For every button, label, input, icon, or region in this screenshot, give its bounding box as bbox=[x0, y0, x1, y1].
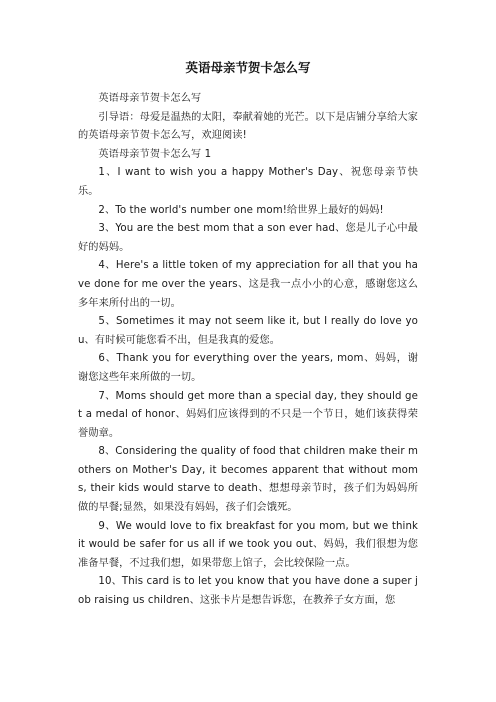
list-item-6: 6、Thank you for everything over the years, mom、妈妈，谢谢您这些年来所做的一切。 bbox=[78, 353, 418, 383]
list-item-1: 1、I want to wish you a happy Mother's Day、祝您母亲节快乐。 bbox=[78, 167, 418, 197]
list-item-7: 7、Moms should get more than a special day, they should get a medal of honor、妈妈们应该得到的不只是一个节日，她们该获得荣誉勋章。 bbox=[78, 390, 418, 439]
document-title: 英语母亲节贺卡怎么写 bbox=[185, 60, 311, 75]
list-item-5: 5、Sometimes it may not seem like it, but I really do love you、有时候可能您看不出，但是我真的爱您。 bbox=[78, 316, 418, 346]
list-item-3: 3、You are the best mom that a son ever had、您是儿子心中最好的妈妈。 bbox=[78, 223, 418, 253]
list-item-9: 9、We would love to fix breakfast for you mom, but we think it would be safer for us all if we took you out、妈妈，我们很想为您准备早餐，不过我们想，如果带您上馆子，会比较保险一点。 bbox=[78, 520, 418, 569]
list-item-10: 10、This card is to let you know that you have done a super job raising us children、这张卡片是想告诉您，在教养子女方面，您 bbox=[78, 576, 418, 607]
paragraph-intro: 引导语：母爱是温热的太阳，奉献着她的光芒。以下是店铺分享给大家的英语母亲节贺卡怎么写，欢迎阅读! bbox=[78, 111, 418, 142]
document-body bbox=[78, 90, 418, 611]
list-item-8: 8、Considering the quality of food that children make their mothers on Mother's Day, it becomes apparent that without moms, their kids would starve to death、想想母亲节时，孩子们为妈妈所做的早餐;显然，如果没有妈妈，孩子们会饿死。 bbox=[78, 446, 418, 514]
paragraph-subtitle: 英语母亲节贺卡怎么写 bbox=[98, 93, 202, 104]
section-heading: 英语母亲节贺卡怎么写 1 bbox=[98, 148, 212, 160]
list-item-4: 4、Here's a little token of my appreciation for all that you have done for me over the years、这是我一点小小的心意，感谢您这么多年来所付出的一切。 bbox=[78, 260, 418, 309]
list-item-2: 2、To the world's number one mom!给世界上最好的妈妈! bbox=[98, 204, 384, 216]
